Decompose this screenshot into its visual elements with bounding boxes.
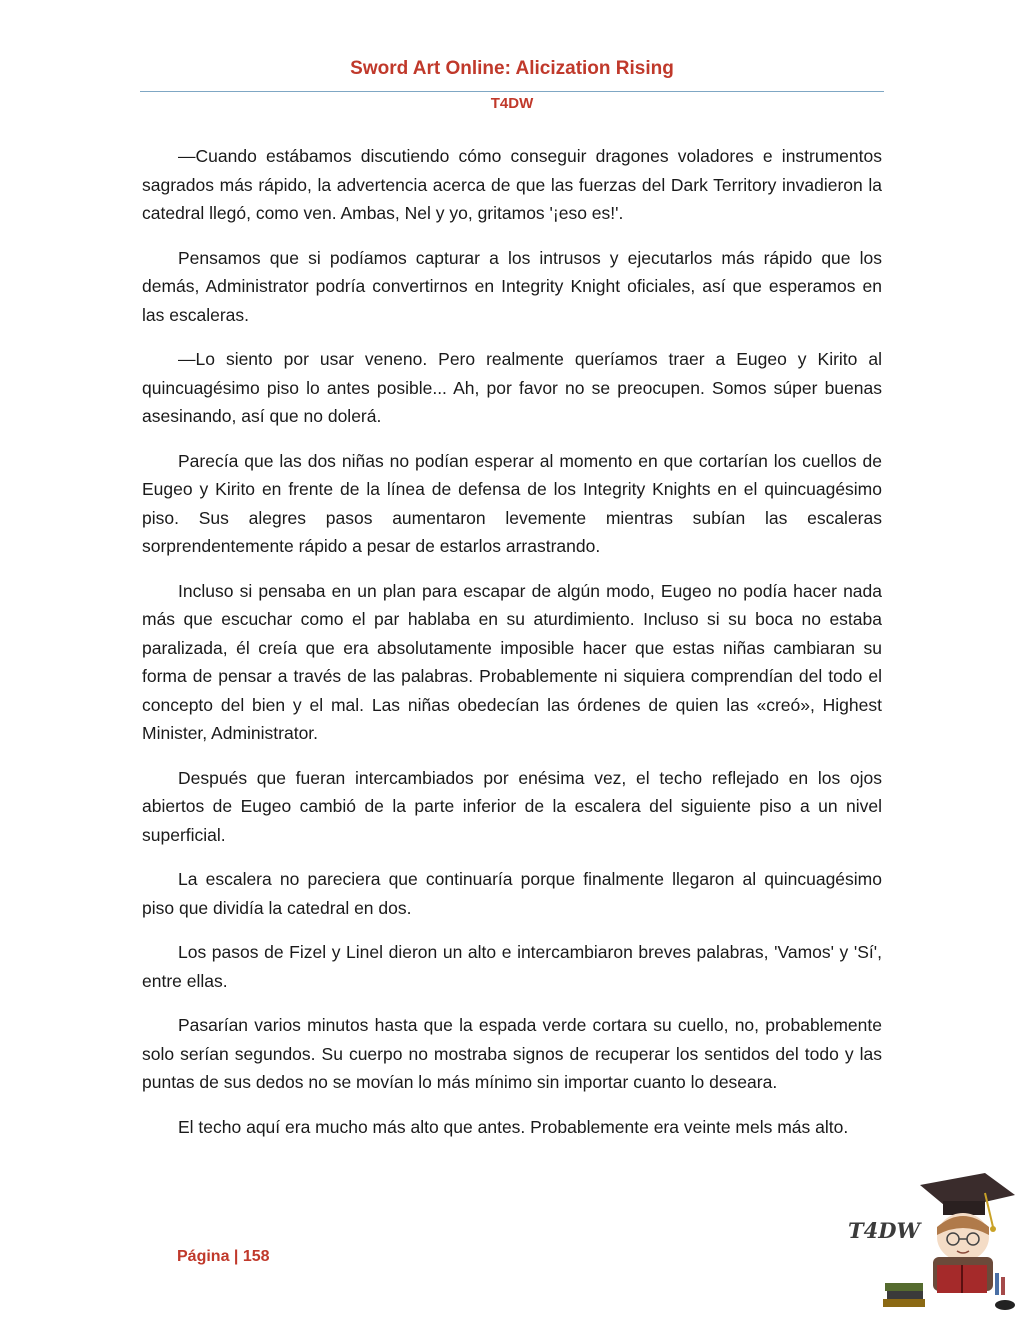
- page-number: Página | 158: [177, 1248, 270, 1265]
- paragraph: La escalera no pareciera que continuaría porque finalmente llegaron al quincuagésimo piso que dividía la catedral en dos.: [142, 869, 882, 918]
- document-title: Sword Art Online: Alicization Rising: [350, 58, 674, 79]
- mascot-logo-icon: [845, 1165, 1020, 1325]
- paragraph: Los pasos de Fizel y Linel dieron un alto e intercambiaron breves palabras, 'Vamos' y 'Sí', entre ellas.: [142, 942, 882, 991]
- paragraph: Pasarían varios minutos hasta que la espada verde cortara su cuello, no, probablemente solo serían segundos. Su cuerpo no mostraba signos de recuperar los sentidos del todo y las puntas de sus dedos no se movían lo más mínimo sin importar cuanto lo deseara.: [142, 1015, 882, 1092]
- mascot-logo-text: T4DW: [848, 1218, 921, 1243]
- paragraph: Pensamos que si podíamos capturar a los intrusos y ejecutarlos más rápido que los demás, Administrator podría convertirnos en Integrity Knight oficiales, así que esperamos en las escaleras.: [142, 247, 882, 325]
- paragraph: El techo aquí era mucho más alto que antes. Probablemente era veinte mels más alto.: [178, 1116, 849, 1137]
- body-text: [142, 142, 882, 1157]
- paragraph: —Cuando estábamos discutiendo cómo conseguir dragones voladores e instrumentos sagrados más rápido, la advertencia acerca de que las fuerzas del Dark Territory invadieron la catedral llegó, como ven. Ambas, Nel y yo, gritamos '¡eso es!'.: [142, 146, 882, 223]
- paragraph: —Lo siento por usar veneno. Pero realmente queríamos traer a Eugeo y Kirito al quincuagésimo piso lo antes posible... Ah, por favor no se preocupen. Somos súper buenas asesinando, así que no dolerá.: [142, 349, 882, 426]
- document-subtitle: T4DW: [490, 95, 534, 112]
- paragraph: Parecía que las dos niñas no podían esperar al momento en que cortarían los cuellos de Eugeo y Kirito en frente de la línea de defensa de los Integrity Knights en el quincuagésimo piso. Sus alegres pasos aumentaron levemente mientras subían las escaleras sorprendentemente rápido a pesar de estarlos arrastrando.: [142, 450, 882, 556]
- paragraph: Después que fueran intercambiados por enésima vez, el techo reflejado en los ojos abiertos de Eugeo cambió de la parte inferior de la escalera del siguiente piso a un nivel superficial.: [142, 767, 882, 845]
- paragraph: Incluso si pensaba en un plan para escapar de algún modo, Eugeo no podía hacer nada más que escuchar como el par hablaba en su aturdimiento. Incluso si su boca no estaba paralizada, él creía que era absolutamente imposible hacer que estas niñas cambiaran su forma de pensar a través de las palabras. Probablemente ni siquiera comprendían del todo el concepto del bien y el mal. Las niñas obedecían las órdenes de quien las «creó», Highest Minister, Administrator.: [142, 580, 882, 743]
- header-divider: [140, 91, 884, 92]
